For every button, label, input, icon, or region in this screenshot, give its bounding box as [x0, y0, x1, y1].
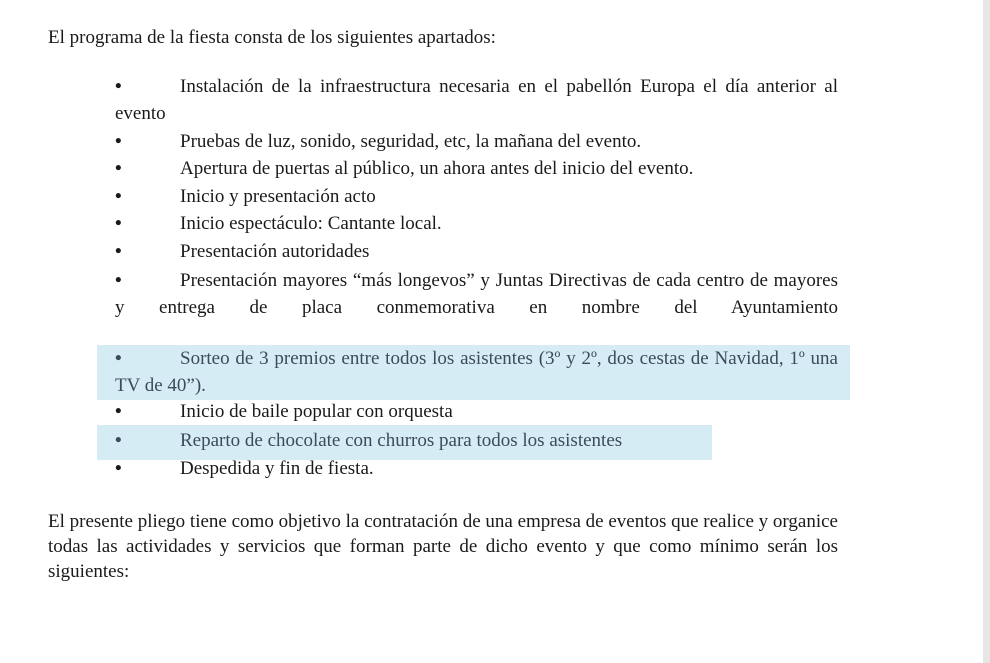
list-item — [115, 238, 838, 265]
page-edge — [983, 0, 990, 663]
bullet-icon: • — [115, 213, 122, 234]
bullet-icon: • — [115, 186, 122, 207]
list-item — [115, 267, 838, 321]
list-item — [115, 155, 838, 182]
list-item-text: Pruebas de luz, sonido, seguridad, etc, la mañana del evento. — [180, 131, 642, 152]
list-item — [115, 128, 838, 155]
list-item — [115, 73, 838, 127]
bullet-icon: • — [115, 430, 122, 451]
list-item-text: Inicio espectáculo: Cantante local. — [180, 213, 442, 234]
list-item-text: Reparto de chocolate con churros para todos los asistentes — [180, 430, 623, 451]
bullet-icon: • — [115, 270, 122, 291]
bullet-icon: • — [115, 158, 122, 179]
bullet-icon: • — [115, 401, 122, 422]
bullet-icon: • — [115, 241, 122, 262]
list-item-text: Instalación de la infraestructura necesaria en el pabellón Europa el día anterior al evento — [115, 76, 838, 124]
intro-paragraph: El programa de la fiesta consta de los siguientes apartados: — [48, 27, 496, 48]
list-item — [115, 455, 838, 482]
list-item-text: Apertura de puertas al público, un ahora antes del inicio del evento. — [180, 158, 694, 179]
list-item-highlighted — [115, 345, 838, 399]
list-item — [115, 210, 838, 237]
list-item-text: Despedida y fin de fiesta. — [180, 458, 374, 479]
list-item-text: Presentación mayores “más longevos” y Juntas Directivas de cada centro de mayores y entrega de placa conmemorativa en nombre del Ayuntamiento — [115, 270, 838, 318]
list-item — [115, 183, 838, 210]
bullet-icon: • — [115, 348, 122, 369]
list-item-highlighted — [115, 427, 838, 454]
list-item — [115, 398, 838, 425]
list-item-text: Inicio y presentación acto — [180, 186, 376, 207]
closing-paragraph: El presente pliego tiene como objetivo la contratación de una empresa de eventos que realice y organice todas las actividades y servicios que forman parte de dicho evento y que como mínimo serán los siguientes: — [48, 511, 838, 582]
bullet-icon: • — [115, 131, 122, 152]
bullet-icon: • — [115, 76, 122, 97]
bullet-icon: • — [115, 458, 122, 479]
list-item-text: Inicio de baile popular con orquesta — [180, 401, 453, 422]
list-item-text: Sorteo de 3 premios entre todos los asistentes (3º y 2º, dos cestas de Navidad, 1º una TV de 40”). — [115, 348, 838, 396]
list-item-text: Presentación autoridades — [180, 241, 370, 262]
